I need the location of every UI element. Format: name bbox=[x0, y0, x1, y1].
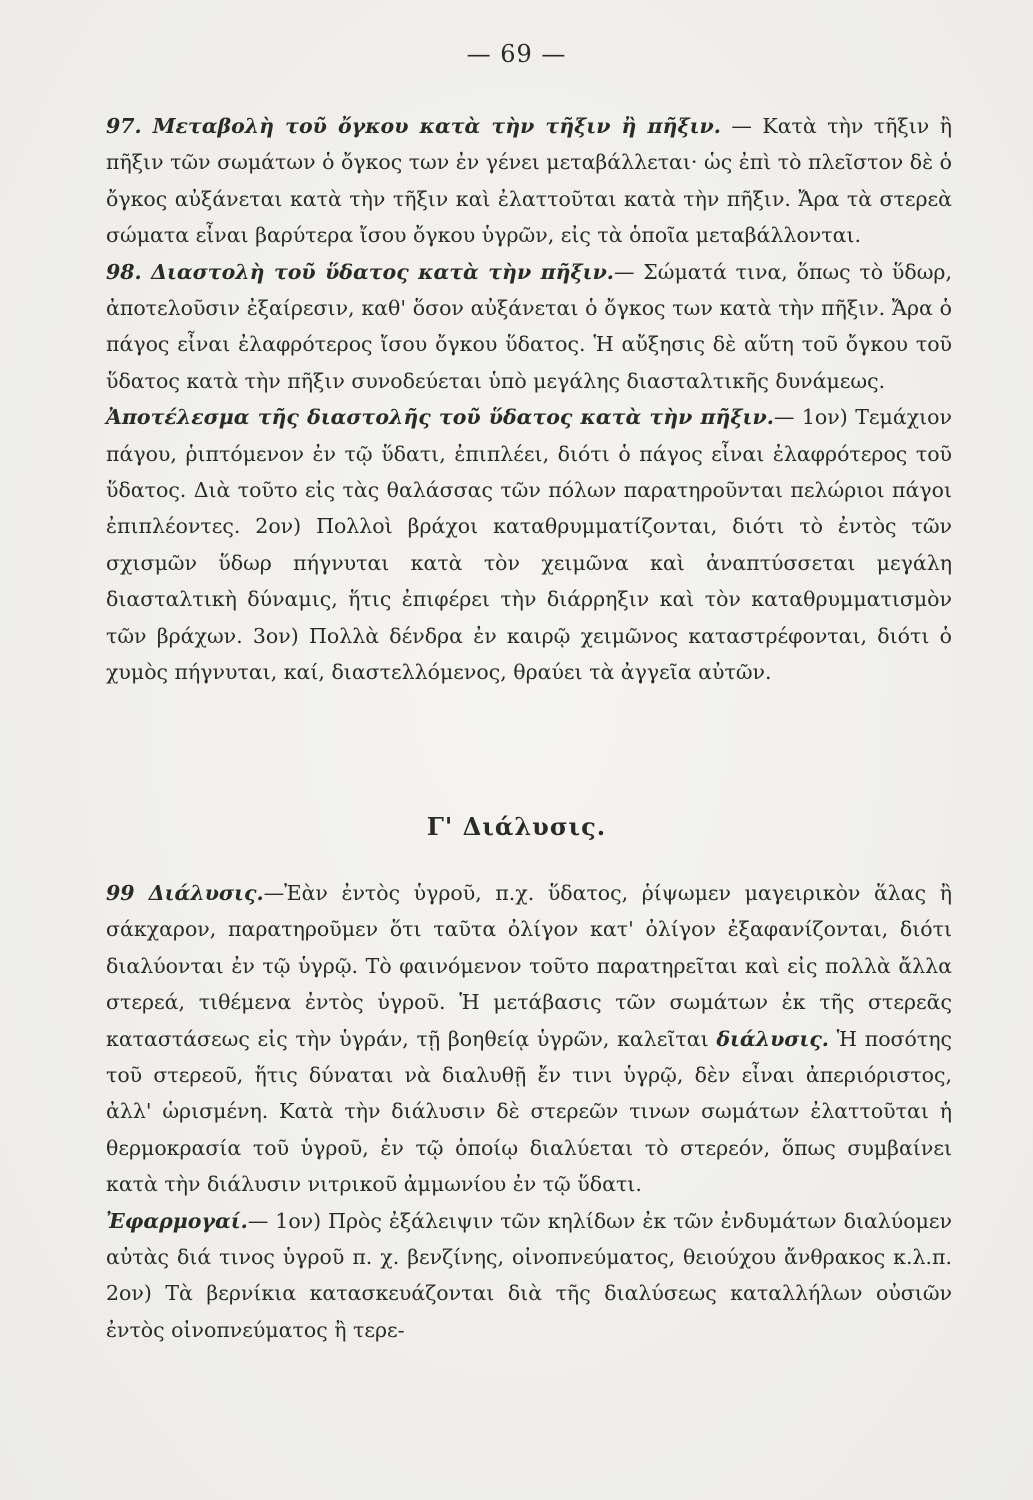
heading-98: 98. Διαστολὴ τοῦ ὕδατος κατὰ τὴν πῆξιν. bbox=[106, 259, 614, 284]
paragraph-97 bbox=[106, 108, 952, 254]
heading-99: 99 Διάλυσις. bbox=[106, 881, 264, 905]
paragraph-98 bbox=[106, 254, 952, 400]
paragraph-99 bbox=[106, 875, 952, 1203]
paragraph-applications bbox=[106, 1203, 952, 1349]
heading-applications: Ἐφαρμογαί. bbox=[106, 1208, 248, 1233]
body-text-lower bbox=[106, 875, 952, 1348]
text-applications: — 1ον) Πρὸς ἐξάλειψιν τῶν κηλίδων ἐκ τῶν ἐνδυμάτων διαλύομεν αὐτὰς διά τινος ὑγροῦ π. χ. βενζίνης, οἰνοπνεύματος, θειούχου ἄνθρακος κ.λ.π. 2ον) Τὰ βερνίκια κατασκευάζονται διὰ τῆς διαλύσεως καταλλήλων οὐσιῶν ἐντὸς οἰνοπνεύματος ἢ τερε- bbox=[106, 1208, 952, 1342]
text-result: — 1ον) Τεμάχιον πάγου, ῥιπτόμενον ἐν τῷ ὕδατι, ἐπιπλέει, διότι ὁ πάγος εἶναι ἐλαφρότερος τοῦ ὕδατος. Διὰ τοῦτο εἰς τὰς θαλάσσας τῶν πόλων παρατηροῦνται πελώριοι πάγοι ἐπιπλέοντες. 2ον) Πολλοὶ βράχοι καταθρυμματίζονται, διότι τὸ ἐντὸς τῶν σχισμῶν ὕδωρ πήγνυται κατὰ τὸν χειμῶνα καὶ ἀναπτύσσεται μεγάλη διασταλτικὴ δύναμις, ἥτις ἐπιφέρει τὴν διάρρηξιν καὶ τὸν καταθρυμματισμὸν τῶν βράχων. 3ον) Πολλὰ δένδρα ἐν καιρῷ χειμῶνος καταστρέφονται, διότι ὁ χυμὸς πήγνυται, καί, διαστελλόμενος, θραύει τὰ ἀγγεῖα αὐτῶν. bbox=[106, 405, 952, 685]
text-98: — Σώματά τινα, ὅπως τὸ ὕδωρ, ἀποτελοῦσιν ἐξαίρεσιν, καθ' ὅσον αὐξάνεται ὁ ὄγκος των κατὰ τὴν πῆξιν. Ἄρα ὁ πάγος εἶναι ἐλαφρότερος ἴσου ὄγκου ὕδατος. Ἡ αὔξησις δὲ αὕτη τοῦ ὄγκου τοῦ ὕδατος κατὰ τὴν πῆξιν συνοδεύεται ὑπὸ μεγάλης διασταλτικῆς δυνάμεως. bbox=[106, 259, 952, 393]
text-97: — Κατὰ τὴν τῆξιν ἢ πῆξιν τῶν σωμάτων ὁ ὄγκος των ἐν γένει μεταβάλλεται· ὡς ἐπὶ τὸ πλεῖστον δὲ ὁ ὄγκος αὐξάνεται κατὰ τὴν τῆξιν καὶ ἐλαττοῦται κατὰ τὴν πῆξιν. Ἄρα τὰ στερεὰ σώματα εἶναι βαρύτερα ἴσου ὄγκου ὑγρῶν, εἰς τὰ ὁποῖα μεταβάλλονται. bbox=[106, 114, 952, 248]
section-heading: Γ' Διάλυσις. bbox=[426, 812, 607, 841]
text-99b: Ἡ ποσότης τοῦ στερεοῦ, ἥτις δύναται νὰ διαλυθῇ ἔν τινι ὑγρῷ, δὲν εἶναι ἀπεριόριστος, ἀλλ' ὡρισμένη. Κατὰ τὴν διάλυσιν δὲ στερεῶν τινων σωμάτων ἐλαττοῦται ἡ θερμοκρασία τοῦ ὑγροῦ, ἐν τῷ ὁποίῳ διαλύεται τὸ στερεόν, ὅπως συμβαίνει κατὰ τὴν διάλυσιν νιτρικοῦ ἀμμωνίου ἐν τῷ ὕδατι. bbox=[106, 1026, 952, 1197]
heading-97: 97. Μεταβολὴ τοῦ ὄγκου κατὰ τὴν τῆξιν ἢ πῆξιν. bbox=[106, 114, 721, 138]
body-text-upper bbox=[106, 108, 952, 691]
paragraph-result bbox=[106, 399, 952, 690]
term-dialysis: διάλυσις. bbox=[716, 1026, 829, 1051]
text-99a: —Ἐὰν ἐντὸς ὑγροῦ, π.χ. ὕδατος, ῥίψωμεν μαγειρικὸν ἅλας ἢ σάκχαρον, παρατηροῦμεν ὅτι ταῦτα ὀλίγον κατ' ὀλίγον ἐξαφανίζονται, διότι διαλύονται ἐν τῷ ὑγρῷ. Τὸ φαινόμενον τοῦτο παρατηρεῖται καὶ εἰς πολλὰ ἄλλα στερεά, τιθέμενα ἐντὸς ὑγροῦ. Ἡ μετάβασις τῶν σωμάτων ἐκ τῆς στερεᾶς καταστάσεως εἰς τὴν ὑγράν, τῇ βοηθείᾳ ὑγρῶν, καλεῖται bbox=[106, 881, 952, 1051]
heading-result: Ἀποτέλεσμα τῆς διαστολῆς τοῦ ὕδατος κατὰ τὴν πῆξιν. bbox=[106, 405, 774, 430]
page-number: — 69 — bbox=[466, 40, 567, 68]
